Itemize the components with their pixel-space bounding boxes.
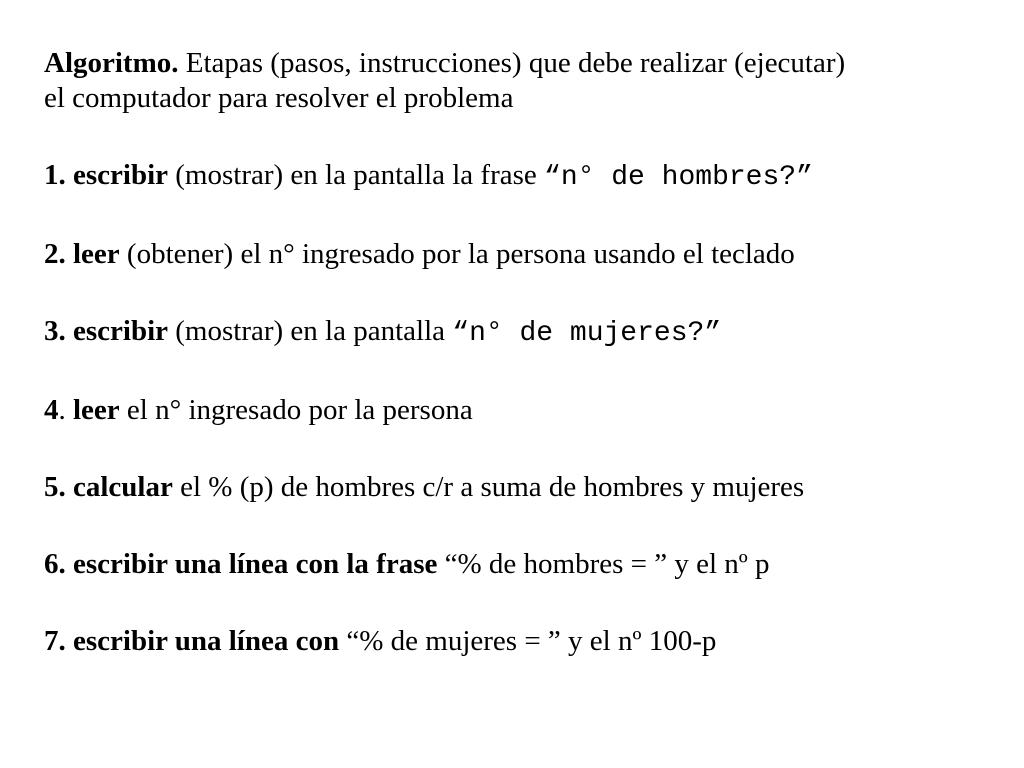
step-verb: escribir	[73, 315, 169, 347]
step-number: 1.	[44, 159, 73, 191]
step-number: 5.	[44, 471, 73, 503]
step-6	[44, 547, 994, 582]
definition-line-1	[44, 46, 994, 81]
step-verb: leer	[73, 394, 120, 426]
step-7	[44, 624, 994, 659]
step-1	[44, 158, 994, 195]
step-text: “% de hombres = ” y el nº p	[437, 548, 770, 580]
close-quote: ”	[704, 318, 722, 349]
step-verb: escribir una línea con	[73, 625, 340, 657]
step-separator: .	[58, 394, 73, 426]
step-4	[44, 393, 994, 428]
step-verb: calcular	[73, 471, 173, 503]
open-quote: “	[452, 318, 470, 349]
prompt-code: n° de hombres?	[560, 162, 797, 193]
step-5	[44, 470, 994, 505]
definition-text: Etapas (pasos, instrucciones) que debe realizar (ejecutar)	[178, 47, 846, 79]
definition-term: Algoritmo.	[44, 47, 179, 79]
prompt-code: n° de mujeres?	[469, 318, 705, 349]
step-text: (mostrar) en la pantalla	[168, 315, 453, 347]
step-text: (obtener) el n° ingresado por la persona usando el teclado	[119, 238, 795, 270]
step-text: “% de mujeres = ” y el nº 100-p	[339, 625, 717, 657]
step-text: el % (p) de hombres c/r a suma de hombres y mujeres	[172, 471, 805, 503]
step-text: (mostrar) en la pantalla la frase	[168, 159, 545, 191]
step-verb: leer	[73, 238, 120, 270]
algorithm-definition	[44, 46, 994, 116]
step-verb: escribir	[73, 159, 169, 191]
slide-content	[44, 46, 994, 659]
step-number: 4	[44, 394, 59, 426]
step-3	[44, 314, 994, 351]
close-quote: ”	[796, 162, 813, 193]
step-number: 3.	[44, 315, 73, 347]
step-2	[44, 237, 994, 272]
step-number: 6.	[44, 548, 73, 580]
open-quote: “	[544, 162, 561, 193]
step-number: 7.	[44, 625, 73, 657]
step-verb: escribir una línea con la frase	[73, 548, 438, 580]
step-number: 2.	[44, 238, 73, 270]
step-text: el n° ingresado por la persona	[119, 394, 473, 426]
definition-line-2: el computador para resolver el problema	[44, 82, 514, 114]
